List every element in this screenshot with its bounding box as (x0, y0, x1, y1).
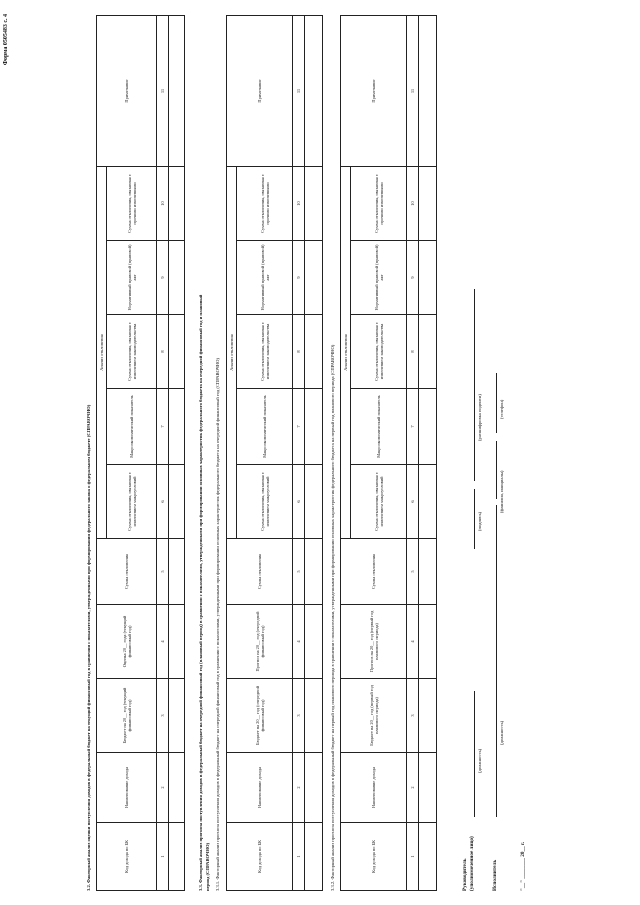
column-number-cell: 11 (407, 16, 419, 167)
column-number-cell: 10 (407, 167, 419, 241)
section-3-3-title-continued: период (СПРАВОЧНО) (205, 842, 210, 891)
executor-position-caption: (должность) (499, 720, 504, 745)
data-cell (305, 605, 323, 679)
data-cell (419, 823, 437, 891)
data-cell (169, 389, 185, 465)
analysis-table-3-2 (96, 15, 185, 891)
column-number-cell: 9 (407, 241, 419, 315)
data-cell (419, 605, 437, 679)
header-cell: Сумма отклонения (227, 539, 293, 605)
column-number-cell: 3 (293, 679, 305, 753)
column-number-cell: 9 (157, 241, 169, 315)
data-cell (305, 679, 323, 753)
column-number-cell: 8 (157, 315, 169, 389)
header-cell: Прогноз на 20__ год (первый год планового периода) (341, 605, 407, 679)
section-3-3-title: 3.3. Факторный анализ прогноза поступления доходов в федеральный бюджет на очередной финансовый год (плановый период) в сравнении с показателями, утвержденными при формировании основных характеристик федерального бюджета на очередной финансовый год и плановый (198, 294, 203, 891)
executor-label: Исполнитель (492, 859, 498, 891)
column-number-cell: 6 (157, 465, 169, 539)
column-number-cell: 11 (293, 16, 305, 167)
header-cell: Сумма отклонения, связанная с изменением макроусловий (351, 465, 407, 539)
data-cell (169, 167, 185, 241)
column-number-cell: 11 (157, 16, 169, 167)
column-number-cell: 5 (293, 539, 305, 605)
header-cell: Код дохода по БК (341, 823, 407, 891)
header-cell: Нормативный правовой (правовой) акт (351, 241, 407, 315)
header-cell: Сумма отклонения, связанная с прочими изменениями (237, 167, 293, 241)
header-cell: Сумма отклонения, связанная с прочими изменениями (351, 167, 407, 241)
head-position-line (474, 691, 475, 817)
column-number-cell: 1 (293, 823, 305, 891)
column-number-cell: 10 (293, 167, 305, 241)
header-cell: Сумма отклонения, связанная с изменением законодательства (351, 315, 407, 389)
executor-phone-caption: (телефон) (499, 399, 504, 419)
data-cell (169, 679, 185, 753)
data-cell (305, 315, 323, 389)
header-cell: Макроэкономический показатель (107, 389, 157, 465)
data-cell (169, 315, 185, 389)
data-cell (305, 389, 323, 465)
header-cell: Прогноз на 20__ год (очередной финансовый год) (227, 605, 293, 679)
data-cell (419, 16, 437, 167)
header-cell: Нормативный правовой (правовой) акт (237, 241, 293, 315)
header-cell: Сумма отклонения, связанная с изменением макроусловий (237, 465, 293, 539)
head-label: Руководитель (462, 858, 468, 891)
column-number-cell: 9 (293, 241, 305, 315)
executor-phone-line (496, 373, 497, 433)
group-header-cell: Анализ отклонения (97, 167, 107, 539)
data-cell (305, 465, 323, 539)
head-signature-caption: (подпись) (477, 511, 482, 531)
column-number-cell: 2 (293, 753, 305, 823)
header-cell: Сумма отклонения, связанная с изменением макроусловий (107, 465, 157, 539)
group-header-cell: Анализ отклонения (227, 167, 237, 539)
header-cell: Наименование дохода (97, 753, 157, 823)
analysis-table-3-3-1 (226, 15, 323, 891)
analysis-table-3-3-2 (340, 15, 437, 891)
header-cell: Наименование дохода (227, 753, 293, 823)
column-number-cell: 4 (407, 605, 419, 679)
header-cell: Нормативный правовой (правовой) акт (107, 241, 157, 315)
column-number-cell: 10 (157, 167, 169, 241)
head-label-authorized: (уполномоченное лицо) (469, 836, 475, 891)
form-code: Форма 0505483 с. 4 (3, 14, 9, 66)
column-number-cell: 8 (407, 315, 419, 389)
data-cell (419, 465, 437, 539)
column-number-cell: 3 (157, 679, 169, 753)
column-number-cell: 5 (407, 539, 419, 605)
date-line: "__" ________ 20__ г. (520, 841, 526, 891)
executor-position-line (496, 505, 497, 817)
data-cell (305, 16, 323, 167)
header-cell: Сумма отклонения (341, 539, 407, 605)
data-cell (419, 241, 437, 315)
data-cell (419, 539, 437, 605)
header-cell: Сумма отклонения (97, 539, 157, 605)
data-cell (305, 167, 323, 241)
executor-name-caption: (фамилия, инициалы) (499, 470, 504, 513)
column-number-cell: 2 (157, 753, 169, 823)
column-number-cell: 2 (407, 753, 419, 823)
header-cell: Код дохода по БК (227, 823, 293, 891)
data-cell (169, 465, 185, 539)
header-cell: Бюджет на 20__ год (первый год планового периода) (341, 679, 407, 753)
column-number-cell: 7 (407, 389, 419, 465)
column-number-cell: 6 (293, 465, 305, 539)
data-cell (169, 539, 185, 605)
header-cell: Сумма отклонения, связанная с изменением законодательства (237, 315, 293, 389)
column-number-cell: 7 (157, 389, 169, 465)
data-cell (419, 753, 437, 823)
data-cell (169, 16, 185, 167)
header-cell: Наименование дохода (341, 753, 407, 823)
header-cell: Примечание (97, 16, 157, 167)
data-cell (419, 679, 437, 753)
header-cell: Макроэкономический показатель (351, 389, 407, 465)
header-cell: Бюджет на 20__ год (очередной финансовый год) (227, 679, 293, 753)
section-3-3-2-title: 3.3.2. Факторный анализ прогноза поступления доходов в федеральный бюджет на первый год планового периода в сравнении с показателями, утвержденными при формировании основных характеристик федерального бюджета на первый год планового периода (СПРАВОЧНО) (330, 344, 335, 891)
column-number-cell: 1 (407, 823, 419, 891)
head-position-caption: (должность) (477, 748, 482, 773)
data-cell (169, 605, 185, 679)
column-number-cell: 5 (157, 539, 169, 605)
data-cell (419, 389, 437, 465)
header-cell: Примечание (341, 16, 407, 167)
header-cell: Примечание (227, 16, 293, 167)
header-cell: Оценка 20__ года (текущий финансовый год) (97, 605, 157, 679)
header-cell: Макроэкономический показатель (237, 389, 293, 465)
head-decoding-caption: (расшифровка подписи) (477, 394, 482, 441)
data-cell (305, 539, 323, 605)
header-cell: Бюджет на 20__ год (текущий финансовый год) (97, 679, 157, 753)
section-3-2-title: 3.2. Факторный анализ оценки поступления доходов в федеральный бюджет на текущий финансовый год в сравнении с показателями, утвержденными при формировании федерального закона о федеральном бюджете (СПРАВОЧНО) (86, 404, 91, 891)
header-cell: Код дохода по БК (97, 823, 157, 891)
section-3-3-1-title: 3.3.1. Факторный анализ прогноза поступления доходов в федеральный бюджет на очередной финансовый год в сравнении с показателями, утвержденными при формировании основных характеристик федерального бюджета на очередной финансовый год (СПРАВОЧНО) (215, 358, 220, 891)
head-signature-line (474, 489, 475, 549)
column-number-cell: 4 (157, 605, 169, 679)
data-cell (305, 241, 323, 315)
executor-name-line (496, 441, 497, 499)
column-number-cell: 7 (293, 389, 305, 465)
data-cell (305, 753, 323, 823)
data-cell (305, 823, 323, 891)
data-cell (419, 167, 437, 241)
data-cell (169, 241, 185, 315)
head-decoding-line (474, 289, 475, 481)
column-number-cell: 4 (293, 605, 305, 679)
data-cell (419, 315, 437, 389)
group-header-cell: Анализ отклонения (341, 167, 351, 539)
header-cell: Сумма отклонения, связанная с прочими изменениями (107, 167, 157, 241)
header-cell: Сумма отклонения, связанная с изменением законодательства (107, 315, 157, 389)
column-number-cell: 1 (157, 823, 169, 891)
column-number-cell: 6 (407, 465, 419, 539)
column-number-cell: 3 (407, 679, 419, 753)
data-cell (169, 823, 185, 891)
data-cell (169, 753, 185, 823)
column-number-cell: 8 (293, 315, 305, 389)
